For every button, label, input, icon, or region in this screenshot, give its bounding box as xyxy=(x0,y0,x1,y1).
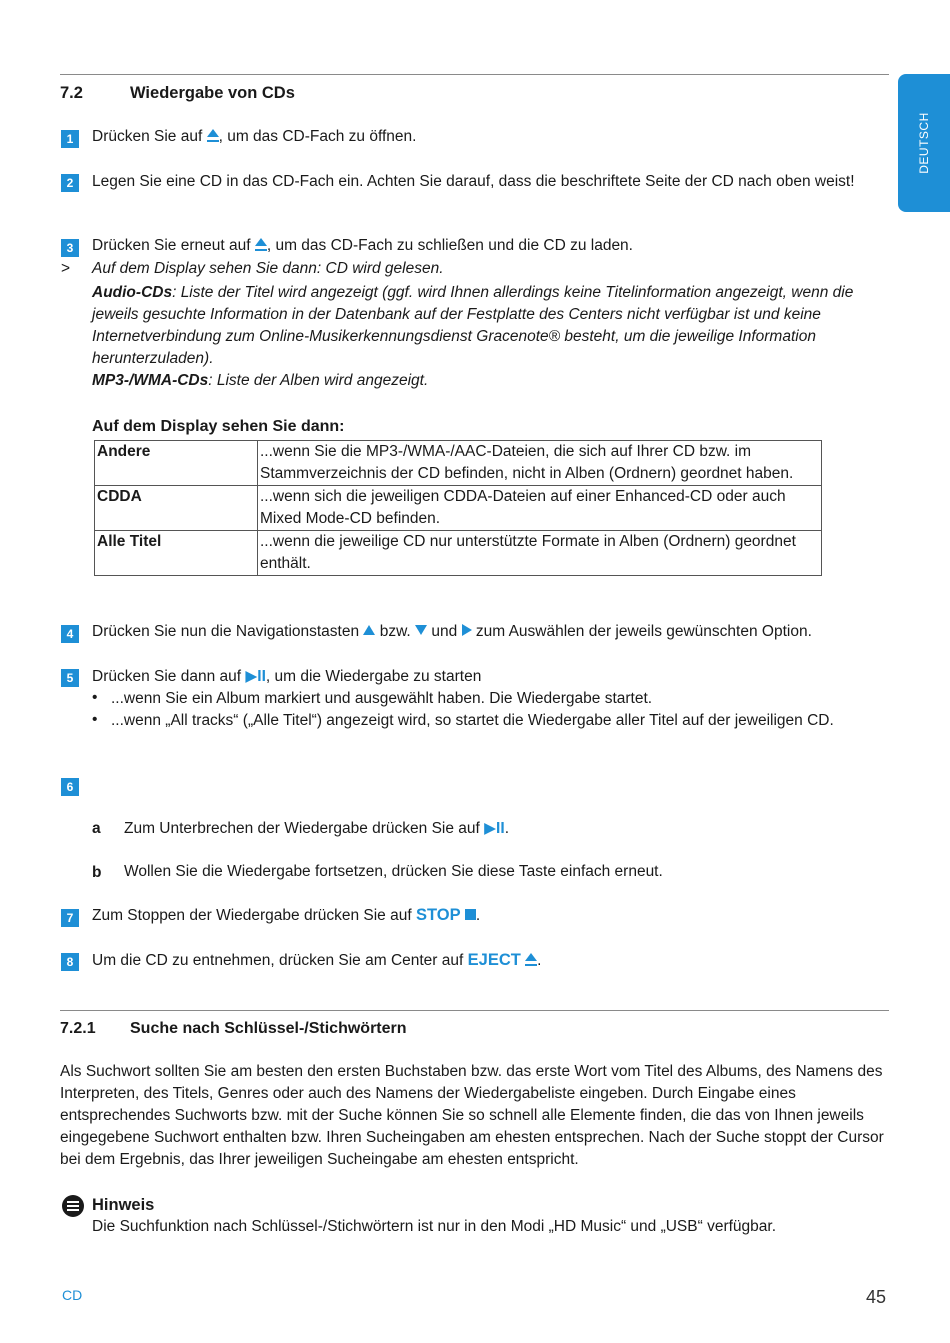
step-4-badge: 4 xyxy=(61,625,79,643)
stop-key-label: STOP xyxy=(415,906,461,924)
table-row xyxy=(95,531,822,576)
table-value: ...wenn Sie die MP3-/WMA-/AAC-Dateien, die sich auf Ihrer CD bzw. im Stammverzeichnis der CD befinden, nicht in Alben (Ordnern) geordnet haben. xyxy=(258,441,822,486)
table-row xyxy=(95,486,822,531)
eject-icon xyxy=(207,129,219,142)
display-options-table xyxy=(94,440,822,576)
step-8-badge: 8 xyxy=(61,953,79,971)
arrow-up-icon xyxy=(363,625,375,635)
section-number: 7.2 xyxy=(60,84,83,102)
step-1-badge: 1 xyxy=(61,130,79,148)
step-3-audio-cd: Audio-CDs: Liste der Titel wird angezeigt (ggf. wird Ihnen allerdings keine Titelinformation angezeigt, wenn die jeweils gesuchte Information in der Datenbank auf der Festplatte des Centers nicht verfügbar ist und keine Internetverbindung zum Online-Musikerkennungsdienst Gracenote® besteht, um die jeweilige Information herunterzuladen). xyxy=(92,284,854,367)
table-key: Alle Titel xyxy=(95,531,258,576)
subsection-number: 7.2.1 xyxy=(60,1020,96,1037)
result-marker: > xyxy=(61,260,71,277)
table-key: CDDA xyxy=(95,486,258,531)
step-3-mp3-cd: MP3-/WMA-CDs: Liste der Alben wird angezeigt. xyxy=(92,372,429,389)
step-2-badge: 2 xyxy=(61,174,79,192)
step-7-text: Zum Stoppen der Wiedergabe drücken Sie auf STOP . xyxy=(92,906,481,924)
table-value: ...wenn sich die jeweiligen CDDA-Dateien auf einer Enhanced-CD oder auch Mixed Mode-CD befinden. xyxy=(258,486,822,531)
step-6-b-text: Wollen Sie die Wiedergabe fortsetzen, drücken Sie diese Taste einfach erneut. xyxy=(124,863,663,880)
bullet-icon: • xyxy=(92,711,98,728)
step-6-a-letter: a xyxy=(92,820,101,837)
step-5-text: Drücken Sie dann auf ▶II, um die Wiedergabe zu starten xyxy=(92,668,482,685)
eject-key-label: EJECT xyxy=(467,951,521,969)
step-1-text: Drücken Sie auf , um das CD-Fach zu öffnen. xyxy=(92,128,417,145)
language-tab-label: DEUTSCH xyxy=(917,112,931,174)
step-5-badge: 5 xyxy=(61,669,79,687)
note-icon xyxy=(62,1195,84,1217)
step-4-text: Drücken Sie nun die Navigationstasten bzw. und zum Auswählen der jeweils gewünschten Option. xyxy=(92,623,812,640)
step-8-text: Um die CD zu entnehmen, drücken Sie am Center auf EJECT . xyxy=(92,951,542,969)
stop-icon xyxy=(465,909,476,920)
subsection-body: Als Suchwort sollten Sie am besten den ersten Buchstaben bzw. das erste Wort vom Titel des Albums, des Namens des Interpreten, des Titels, Genres oder auch des Namens der Wiedergabeliste eingeben. Durch Eingabe eines entsprechendes Suchworts bzw. mit der Suche können Sie so schnell alle Elemente finden, die das von Ihnen jeweils eingegebene Suchwort enthalten bzw. Ihren Sucheingaben am ehesten entsprechen. Nach der Suche stoppt der Cursor bei dem Ergebnis, das Ihrer jeweiligen Sucheingabe am ehesten entspricht. xyxy=(60,1063,884,1168)
step-3-result: Auf dem Display sehen Sie dann: CD wird gelesen. xyxy=(92,260,444,277)
top-rule xyxy=(60,74,889,75)
table-key: Andere xyxy=(95,441,258,486)
step-5-bullet-1: ...wenn Sie ein Album markiert und ausgewählt haben. Die Wiedergabe startet. xyxy=(111,690,653,707)
step-6-a-text: Zum Unterbrechen der Wiedergabe drücken Sie auf ▶II. xyxy=(124,820,509,837)
step-6-b-letter: b xyxy=(92,864,102,881)
note-text: Die Suchfunktion nach Schlüssel-/Stichwörtern ist nur in den Modi „HD Music“ und „USB“ verfügbar. xyxy=(92,1218,777,1235)
display-heading: Auf dem Display sehen Sie dann: xyxy=(92,418,345,435)
step-5-bullet-2: ...wenn „All tracks“ („Alle Titel“) angezeigt wird, so startet die Wiedergabe aller Titel auf der jeweiligen CD. xyxy=(111,712,834,729)
section-title: Wiedergabe von CDs xyxy=(130,84,295,102)
language-tab xyxy=(898,74,950,212)
footer-chapter: CD xyxy=(62,1287,83,1303)
subsection-title: Suche nach Schlüssel-/Stichwörtern xyxy=(130,1020,407,1037)
step-7-badge: 7 xyxy=(61,909,79,927)
step-2-text: Legen Sie eine CD in das CD-Fach ein. Achten Sie darauf, dass die beschriftete Seite der CD nach oben weist! xyxy=(92,173,855,190)
table-row xyxy=(95,441,822,486)
note-title: Hinweis xyxy=(92,1196,155,1214)
page-number: 45 xyxy=(866,1287,887,1307)
arrow-down-icon xyxy=(415,625,427,635)
subsection-rule xyxy=(60,1010,889,1011)
bullet-icon: • xyxy=(92,689,98,706)
play-pause-icon: ▶II xyxy=(245,668,266,685)
eject-icon xyxy=(255,238,267,251)
table-value: ...wenn die jeweilige CD nur unterstützte Formate in Alben (Ordnern) geordnet enthält. xyxy=(258,531,822,576)
step-3-text: Drücken Sie erneut auf , um das CD-Fach zu schließen und die CD zu laden. xyxy=(92,237,633,254)
step-3-badge: 3 xyxy=(61,239,79,257)
play-pause-icon: ▶II xyxy=(484,820,505,837)
arrow-right-icon xyxy=(462,624,472,636)
step-6-badge: 6 xyxy=(61,778,79,796)
eject-icon xyxy=(525,953,537,966)
